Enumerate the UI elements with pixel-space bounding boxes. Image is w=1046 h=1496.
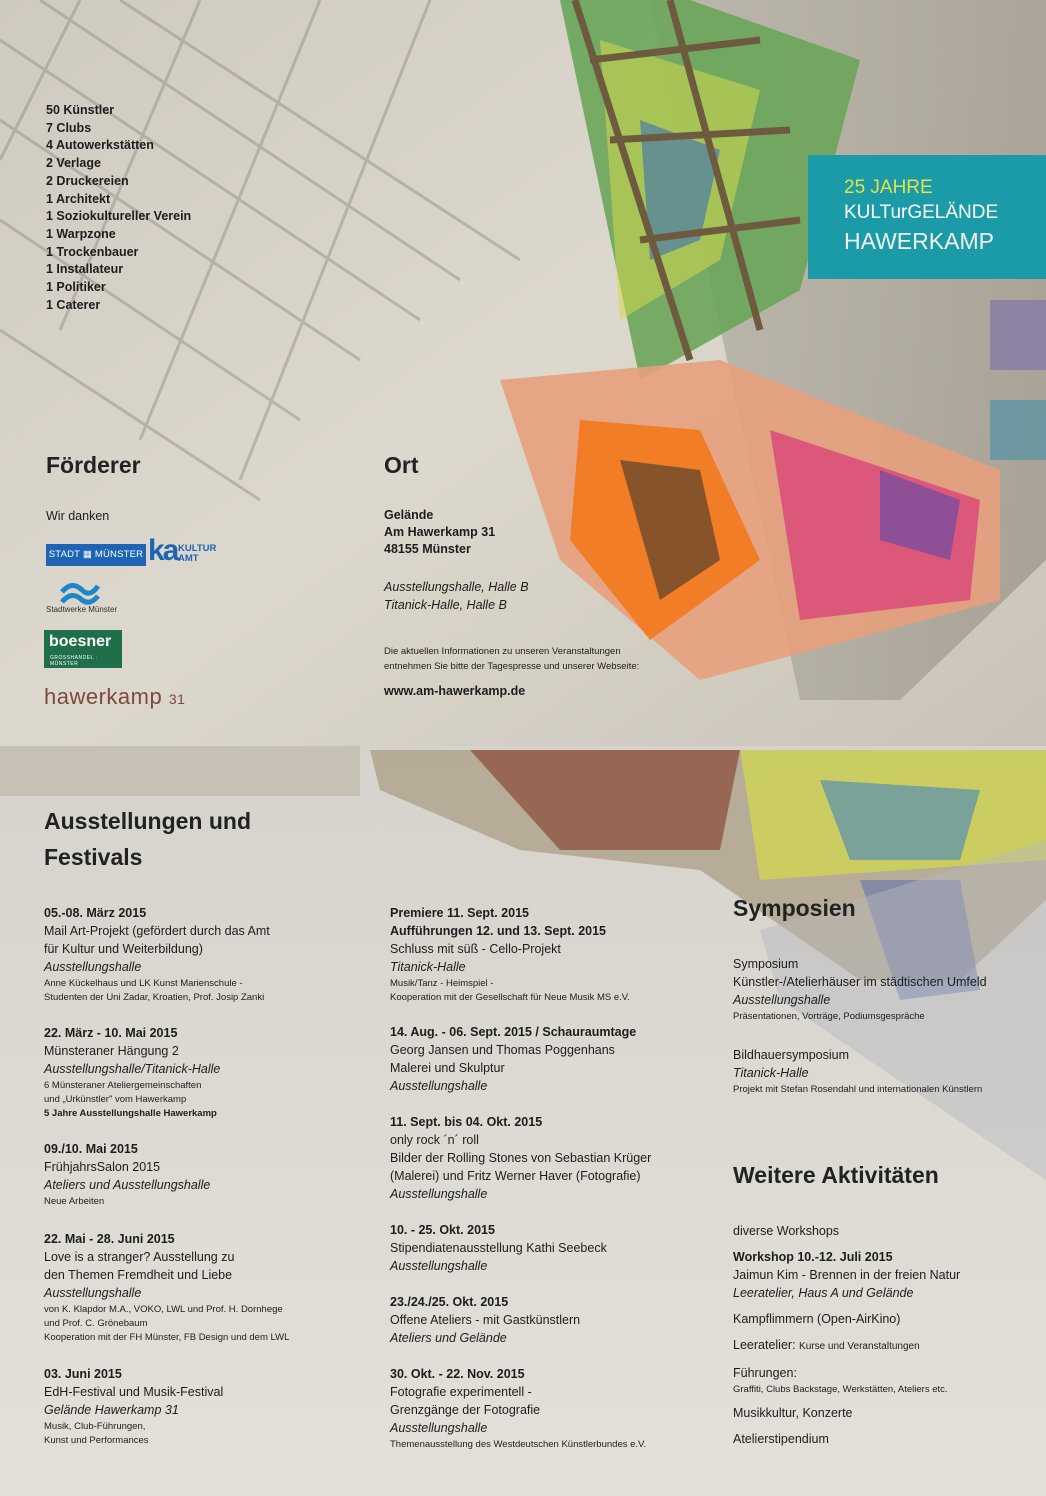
symposium-entry: [733, 955, 987, 1023]
event-entry: [44, 1365, 223, 1447]
entry-text: Malerei und Skulptur: [390, 1061, 505, 1075]
entry-text: Kooperation mit der FH Münster, FB Design und dem LWL: [44, 1332, 290, 1343]
symposium-entry: [733, 1046, 982, 1096]
stat-item: 2 Druckereien: [46, 173, 129, 188]
entry-text: 23./24./25. Okt. 2015: [390, 1295, 509, 1309]
entry-text: 6 Münsteraner Ateliergemeinschaften: [44, 1080, 202, 1091]
ka-mark: ka: [148, 534, 178, 567]
symposien-heading: Symposien: [733, 895, 856, 921]
badge-line-2: KULTurGELÄNDE: [844, 202, 999, 223]
entry-text: KULTUR: [178, 543, 217, 554]
event-entry: [44, 904, 270, 1004]
entry-text: Aufführungen 12. und 13. Sept. 2015: [390, 924, 607, 938]
entry-text: den Themen Fremdheit und Liebe: [44, 1268, 233, 1282]
entry-text: 14. Aug. - 06. Sept. 2015 / Schauraumtage: [390, 1025, 637, 1039]
entry-text: Musik, Club-Führungen,: [44, 1421, 146, 1432]
thanks-text: Wir danken: [46, 509, 110, 523]
stat-item: 1 Soziokultureller Verein: [46, 209, 192, 224]
entry-text: AMT: [178, 553, 199, 564]
entry-text: diverse Workshops: [733, 1224, 840, 1238]
entry-text: Kampflimmern (Open-AirKino): [733, 1312, 901, 1326]
entry-text: Ateliers und Ausstellungshalle: [44, 1178, 211, 1192]
entry-text: 10. - 25. Okt. 2015: [390, 1223, 495, 1237]
boesner-logo: [44, 630, 122, 668]
badge-line-1: 25 JAHRE: [844, 177, 933, 198]
ausstellungen-heading: Ausstellungen und Festivals: [44, 808, 251, 870]
stadtwerke-logo: [46, 580, 136, 620]
kulturamt-logo: [148, 536, 224, 572]
entry-text: 5 Jahre Ausstellungshalle Hawerkamp: [44, 1108, 217, 1119]
stat-item: 50 Künstler: [46, 103, 115, 117]
entry-text: Ausstellungshalle: [733, 993, 831, 1007]
entry-text: Fotografie experimentell -: [390, 1385, 532, 1399]
info-text: Die aktuellen Informationen zu unseren Veranstaltungen entnehmen Sie bitte der Tagespresse und unserer Webseite:: [384, 646, 640, 672]
entry-text: Jaimun Kim - Brennen in der freien Natur: [733, 1268, 961, 1282]
entry-text: 03. Juni 2015: [44, 1367, 122, 1381]
event-entry: [390, 1113, 651, 1203]
entry-text: Leeratelier, Haus A und Gelände: [733, 1286, 914, 1300]
event-entry: [44, 1140, 210, 1208]
entry-text: Offene Ateliers - mit Gastkünstlern: [390, 1313, 581, 1327]
halls-block: [384, 578, 529, 614]
entry-text: Neue Arbeiten: [44, 1196, 105, 1207]
entry-text: 09./10. Mai 2015: [44, 1142, 138, 1156]
anniversary-badge: [808, 155, 1046, 279]
hall-line: Titanick-Halle, Halle B: [384, 598, 507, 612]
entry-text: Atelierstipendium: [733, 1432, 829, 1446]
entry-text: (Malerei) und Fritz Werner Haver (Fotografie): [390, 1169, 641, 1183]
address-block: [384, 507, 495, 558]
entry-text: FrühjahrsSalon 2015: [44, 1160, 161, 1174]
stat-item: 2 Verlage: [46, 156, 101, 171]
stat-item: 1 Politiker: [46, 280, 106, 295]
entry-text: Kooperation mit der Gesellschaft für Neue Musik MS e.V.: [390, 992, 630, 1003]
entry-text: Love is a stranger? Ausstellung zu: [44, 1250, 235, 1264]
entry-text: Symposium: [733, 957, 799, 971]
entry-text: Projekt mit Stefan Rosendahl und internationalen Künstlern: [733, 1084, 983, 1095]
entry-text: Premiere 11. Sept. 2015: [390, 906, 529, 920]
boesner-name: boesner: [49, 633, 112, 650]
kulturamt-text: [178, 544, 216, 564]
entry-text: Ausstellungshalle: [390, 1259, 488, 1273]
stat-item: 1 Installateur: [46, 262, 124, 277]
event-entry: [390, 904, 630, 1004]
activities-block: [733, 1222, 960, 1448]
stat-item: 4 Autowerkstätten: [46, 138, 154, 153]
website-link[interactable]: www.am-hawerkamp.de: [384, 684, 526, 698]
entry-text: Ausstellungshalle: [390, 1079, 488, 1093]
entry-text: und „Urkünstler" vom Hawerkamp: [44, 1094, 187, 1105]
event-entry: [390, 1023, 636, 1095]
badge-line-3: HAWERKAMP: [844, 228, 994, 254]
entry-text: Workshop 10.-12. Juli 2015: [733, 1250, 893, 1264]
entry-text: Schluss mit süß - Cello-Projekt: [390, 942, 561, 956]
stadt-muenster-logo: STADT ▦ MÜNSTER: [46, 544, 146, 566]
entry-text: Ausstellungshalle: [44, 960, 142, 974]
entry-text: 22. März - 10. Mai 2015: [44, 1026, 178, 1040]
address-line: Am Hawerkamp 31: [384, 525, 496, 539]
event-entry: [44, 1230, 289, 1344]
entry-text: Graffiti, Clubs Backstage, Werkstätten, Ateliers etc.: [733, 1384, 948, 1395]
stats-list: [46, 102, 191, 314]
entry-text: Studenten der Uni Zadar, Kroatien, Prof. Josip Zanki: [44, 992, 265, 1003]
event-entry: [390, 1365, 646, 1451]
entry-text: von K. Klapdor M.A., VOKO, LWL und Prof. H. Dornhege: [44, 1304, 283, 1315]
entry-text: Mail Art-Projekt (gefördert durch das Amt: [44, 924, 270, 938]
hall-line: Ausstellungshalle, Halle B: [384, 580, 529, 594]
entry-text: Ateliers und Gelände: [390, 1331, 507, 1345]
entry-text: Gelände Hawerkamp 31: [44, 1403, 179, 1417]
address-line: Gelände: [384, 508, 434, 522]
entry-text: Musik/Tanz - Heimspiel -: [390, 978, 494, 989]
entry-text: Ausstellungshalle: [390, 1421, 488, 1435]
entry-text: Grenzgänge der Fotografie: [390, 1403, 541, 1417]
entry-text: Bilder der Rolling Stones von Sebastian Krüger: [390, 1151, 652, 1165]
entry-text: Themenausstellung des Westdeutschen Künstlerbundes e.V.: [390, 1439, 647, 1450]
entry-text: 31: [168, 691, 186, 707]
stat-item: 1 Caterer: [46, 297, 101, 312]
entry-text: Ausstellungshalle: [44, 1286, 142, 1300]
weitere-heading: Weitere Aktivitäten: [733, 1162, 939, 1188]
entry-text: Musikkultur, Konzerte: [733, 1406, 853, 1420]
stadtwerke-text: Stadtwerke Münster: [46, 605, 118, 614]
ort-heading: Ort: [384, 452, 419, 478]
entry-text: Kurse und Veranstaltungen: [799, 1341, 920, 1352]
entry-text: Kunst und Performances: [44, 1435, 149, 1446]
stat-item: 1 Architekt: [46, 191, 111, 206]
entry-text: EdH-Festival und Musik-Festival: [44, 1385, 224, 1399]
foerderer-heading: Förderer: [46, 452, 141, 478]
entry-text: Anne Kückelhaus und LK Kunst Marienschule -: [44, 978, 243, 989]
entry-text: 05.-08. März 2015: [44, 906, 147, 920]
entry-text: Künstler-/Atelierhäuser im städtischen Umfeld: [733, 975, 987, 989]
entry-text: Titanick-Halle: [733, 1066, 809, 1080]
entry-text: und Prof. C. Grönebaum: [44, 1318, 148, 1329]
entry-text: Münsteraner Hängung 2: [44, 1044, 179, 1058]
entry-text: Präsentationen, Vorträge, Podiumsgespräche: [733, 1011, 925, 1022]
entry-text: für Kultur und Weiterbildung): [44, 942, 203, 956]
stat-item: 1 Warpzone: [46, 226, 116, 241]
entry-text: Bildhauersymposium: [733, 1048, 850, 1062]
entry-text: Stipendiatenausstellung Kathi Seebeck: [390, 1241, 607, 1255]
event-entry: [390, 1221, 607, 1275]
entry-text: 22. Mai - 28. Juni 2015: [44, 1232, 175, 1246]
entry-text: Führungen:: [733, 1366, 797, 1380]
entry-text: Titanick-Halle: [390, 960, 466, 974]
hawerkamp-logo: [44, 684, 185, 710]
stadtwerke-icon: [60, 580, 100, 606]
entry-text: Leeratelier:: [733, 1338, 796, 1352]
event-entry: [390, 1293, 580, 1347]
entry-text: hawerkamp: [44, 684, 163, 709]
entry-text: Ausstellungshalle/Titanick-Halle: [44, 1062, 221, 1076]
stat-item: 1 Trockenbauer: [46, 244, 139, 259]
entry-text: 11. Sept. bis 04. Okt. 2015: [390, 1115, 543, 1129]
address-line: 48155 Münster: [384, 542, 471, 556]
boesner-subtext: GROSSHANDEL · MÜNSTER: [50, 655, 98, 667]
entry-text: only rock ´n´ roll: [390, 1133, 479, 1147]
stat-item: 7 Clubs: [46, 120, 92, 135]
event-entry: [44, 1024, 220, 1120]
entry-text: Ausstellungshalle: [390, 1187, 488, 1201]
entry-text: Georg Jansen und Thomas Poggenhans: [390, 1043, 615, 1057]
entry-text: 30. Okt. - 22. Nov. 2015: [390, 1367, 525, 1381]
